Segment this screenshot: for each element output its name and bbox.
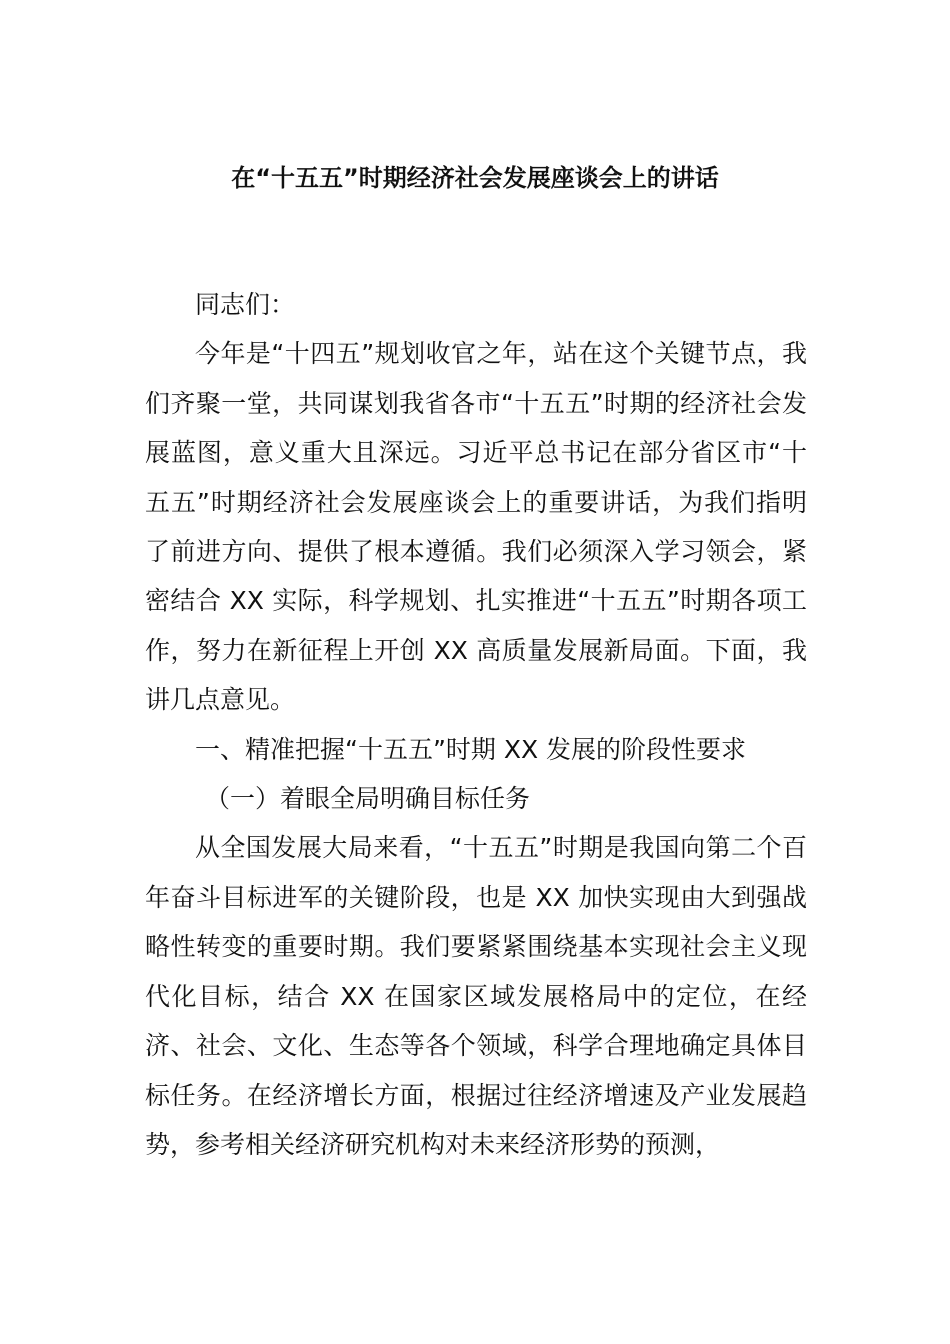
section-heading: 一、精准把握“十五五”时期 XX 发展的阶段性要求 [195,734,747,764]
body-paragraph: 从全国发展大局来看，“十五五”时期是我国向第二个百年奋斗目标进军的关键阶段，也是 XX 加快实现由大到强战略性转变的重要时期。我们要紧紧围绕基本实现社会主义现代化目标，结合 XX 在国家区域发展格局中的定位，在经济、社会、文化、生态等各个领域，科学合理地确定具体目标任务。在经济增长方面，根据过往经济增速及产业发展趋势，参考相关经济研究机构对未来经济形势的预测， [145,833,807,1159]
body-paragraph: 今年是“十四五”规划收官之年，站在这个关键节点，我们齐聚一堂，共同谋划我省各市“十五五”时期的经济社会发展蓝图，意义重大且深远。习近平总书记在部分省区市“十五五”时期经济社会发展座谈会上的重要讲话，为我们指明了前进方向、提供了根本遵循。我们必须深入学习领会，紧密结合 XX 实际，科学规划、扎实推进“十五五”时期各项工作，努力在新征程上开创 XX 高质量发展新局面。下面，我讲几点意见。 [145,339,807,715]
document-title: 在“十五五”时期经济社会发展座谈会上的讲话 [231,164,719,192]
salutation: 同志们： [195,290,296,319]
document-body [145,280,807,1169]
subsection-heading: （一）着眼全局明确目标任务 [205,784,531,814]
